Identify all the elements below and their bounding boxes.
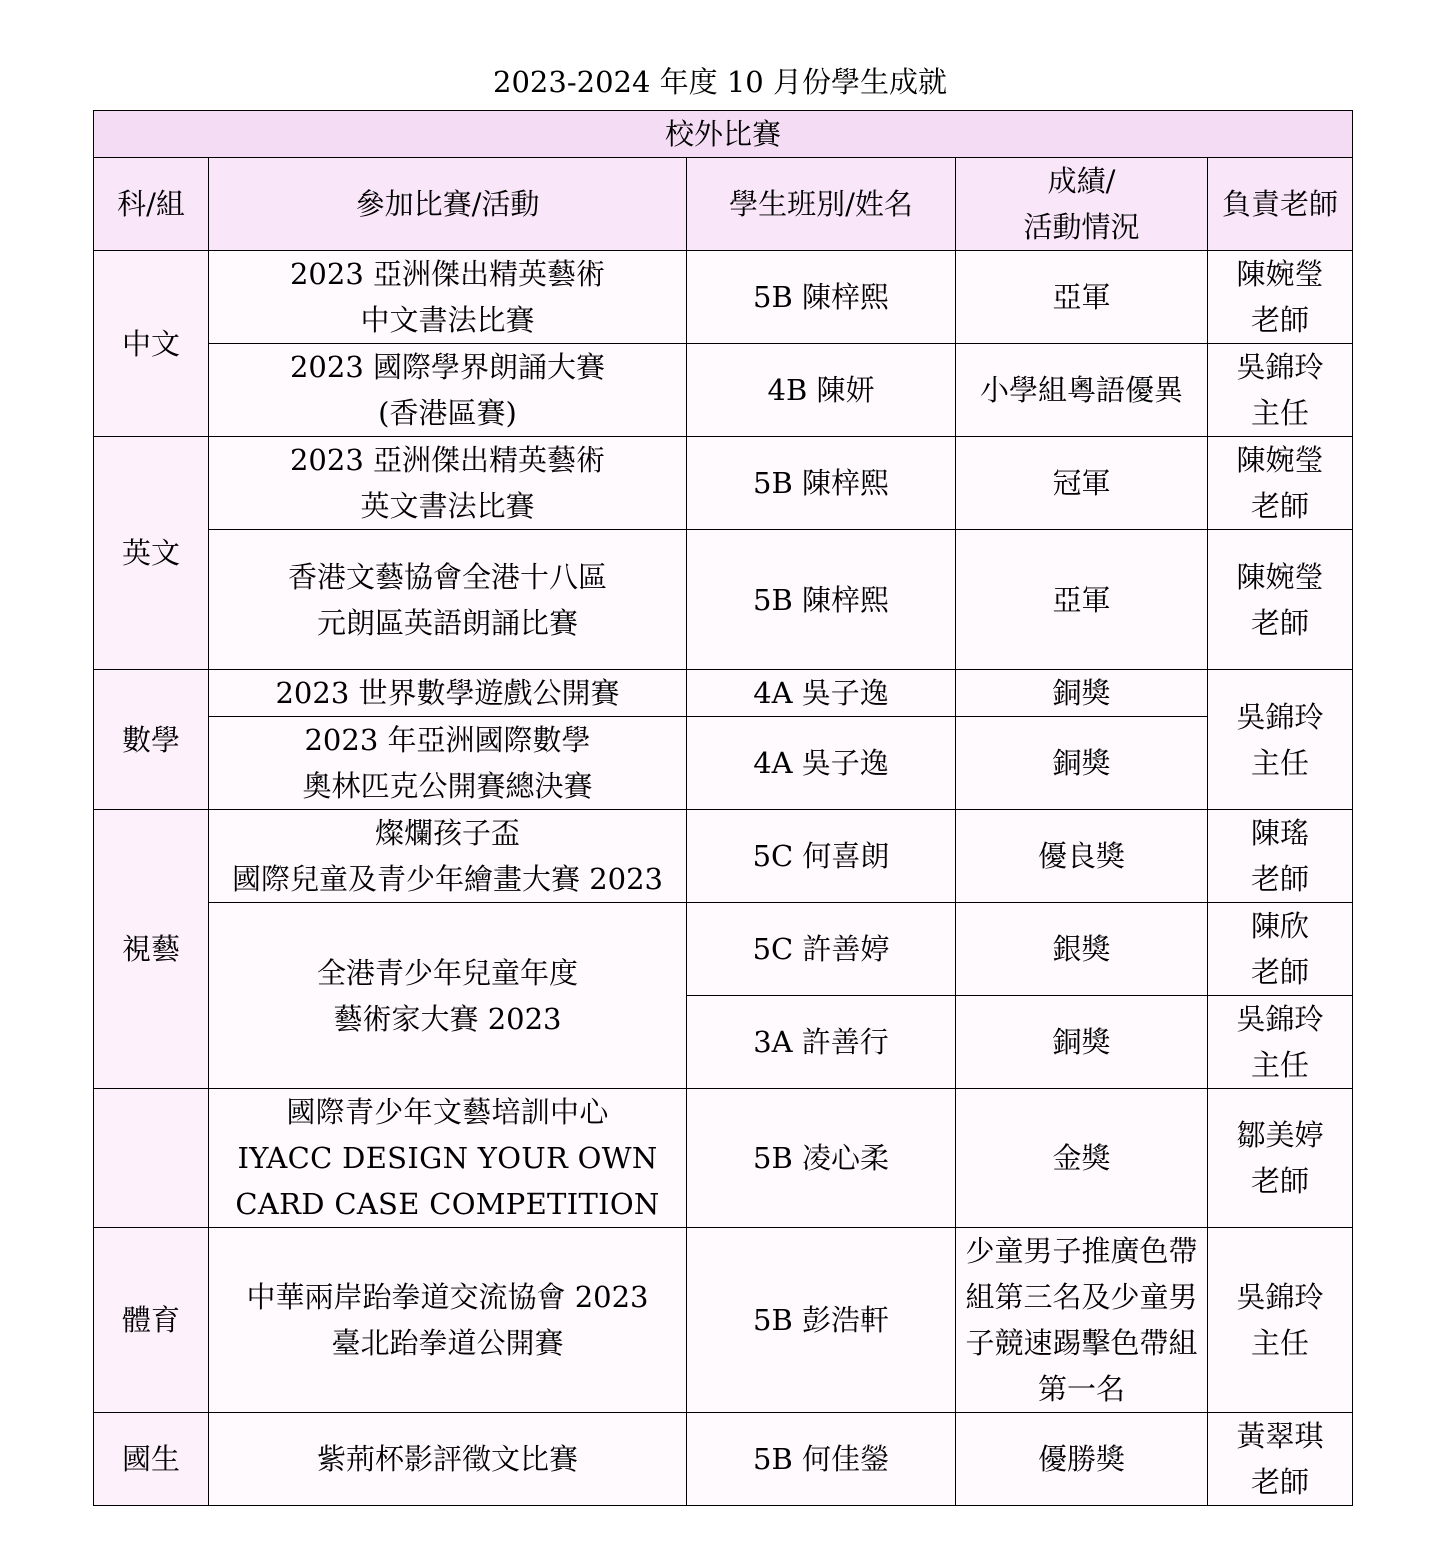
result-cell: 亞軍 xyxy=(956,530,1208,670)
event-cell: 香港文藝協會全港十八區 元朗區英語朗誦比賽 xyxy=(209,530,687,670)
student-cell: 5B 陳梓熙 xyxy=(687,251,956,344)
result-cell: 冠軍 xyxy=(956,437,1208,530)
result-cell: 銅獎 xyxy=(956,670,1208,717)
table-banner: 校外比賽 xyxy=(94,111,1353,158)
table-row xyxy=(94,251,1353,344)
event-cell: 紫荊杯影評徵文比賽 xyxy=(209,1413,687,1506)
achievements-table xyxy=(93,110,1353,1506)
teacher-cell: 陳欣 老師 xyxy=(1208,903,1353,996)
result-cell: 優勝獎 xyxy=(956,1413,1208,1506)
result-cell: 銅獎 xyxy=(956,717,1208,810)
event-cell: 2023 亞洲傑出精英藝術 英文書法比賽 xyxy=(209,437,687,530)
teacher-cell: 吳錦玲 主任 xyxy=(1208,344,1353,437)
result-cell: 銅獎 xyxy=(956,996,1208,1089)
subject-cell: 體育 xyxy=(94,1228,209,1413)
event-cell: 國際青少年文藝培訓中心 IYACC DESIGN YOUR OWN CARD CASE COMPETITION xyxy=(209,1089,687,1228)
table-banner-row xyxy=(94,111,1353,158)
student-cell: 4A 吳子逸 xyxy=(687,670,956,717)
teacher-cell: 陳婉瑩 老師 xyxy=(1208,530,1353,670)
student-cell: 5C 許善婷 xyxy=(687,903,956,996)
teacher-cell: 黃翠琪 老師 xyxy=(1208,1413,1353,1506)
page-title: 2023-2024 年度 10 月份學生成就 xyxy=(493,65,947,99)
table-row xyxy=(94,530,1353,670)
table-header-row xyxy=(94,158,1353,251)
result-cell: 金獎 xyxy=(956,1089,1208,1228)
teacher-cell: 陳婉瑩 老師 xyxy=(1208,251,1353,344)
student-cell: 5C 何喜朗 xyxy=(687,810,956,903)
table-row xyxy=(94,1228,1353,1413)
result-cell: 優良獎 xyxy=(956,810,1208,903)
teacher-cell: 鄒美婷 老師 xyxy=(1208,1089,1353,1228)
teacher-cell: 陳瑤 老師 xyxy=(1208,810,1353,903)
student-cell: 5B 陳梓熙 xyxy=(687,437,956,530)
subject-cell: 英文 xyxy=(94,437,209,670)
table-row xyxy=(94,670,1353,717)
table-row xyxy=(94,810,1353,903)
event-cell: 2023 世界數學遊戲公開賽 xyxy=(209,670,687,717)
header-teacher: 負責老師 xyxy=(1208,158,1353,251)
subject-cell: 中文 xyxy=(94,251,209,437)
result-cell: 亞軍 xyxy=(956,251,1208,344)
subject-cell: 視藝 xyxy=(94,810,209,1089)
table-row xyxy=(94,903,1353,996)
result-cell: 少童男子推廣色帶 組第三名及少童男 子競速踢擊色帶組 第一名 xyxy=(956,1228,1208,1413)
event-cell: 2023 年亞洲國際數學 奧林匹克公開賽總決賽 xyxy=(209,717,687,810)
table-row xyxy=(94,1089,1353,1228)
subject-cell: 數學 xyxy=(94,670,209,810)
header-student: 學生班別/姓名 xyxy=(687,158,956,251)
event-cell: 2023 國際學界朗誦大賽 (香港區賽) xyxy=(209,344,687,437)
event-cell: 全港青少年兒童年度 藝術家大賽 2023 xyxy=(209,903,687,1089)
header-event: 參加比賽/活動 xyxy=(209,158,687,251)
event-cell: 2023 亞洲傑出精英藝術 中文書法比賽 xyxy=(209,251,687,344)
subject-cell xyxy=(94,1089,209,1228)
header-result: 成績/ 活動情況 xyxy=(956,158,1208,251)
student-cell: 5B 彭浩軒 xyxy=(687,1228,956,1413)
teacher-cell: 陳婉瑩 老師 xyxy=(1208,437,1353,530)
student-cell: 3A 許善行 xyxy=(687,996,956,1089)
result-cell: 小學組粵語優異 xyxy=(956,344,1208,437)
table-row xyxy=(94,717,1353,810)
teacher-cell: 吳錦玲 主任 xyxy=(1208,1228,1353,1413)
event-cell: 燦爛孩子盃 國際兒童及青少年繪畫大賽 2023 xyxy=(209,810,687,903)
student-cell: 4A 吳子逸 xyxy=(687,717,956,810)
teacher-cell: 吳錦玲 主任 xyxy=(1208,670,1353,810)
table-row xyxy=(94,344,1353,437)
table-row xyxy=(94,1413,1353,1506)
result-cell: 銀獎 xyxy=(956,903,1208,996)
student-cell: 5B 何佳鎣 xyxy=(687,1413,956,1506)
event-cell: 中華兩岸跆拳道交流協會 2023 臺北跆拳道公開賽 xyxy=(209,1228,687,1413)
student-cell: 5B 陳梓熙 xyxy=(687,530,956,670)
subject-cell: 國生 xyxy=(94,1413,209,1506)
header-subject: 科/組 xyxy=(94,158,209,251)
student-cell: 4B 陳妍 xyxy=(687,344,956,437)
table-row xyxy=(94,437,1353,530)
student-cell: 5B 凌心柔 xyxy=(687,1089,956,1228)
teacher-cell: 吳錦玲 主任 xyxy=(1208,996,1353,1089)
